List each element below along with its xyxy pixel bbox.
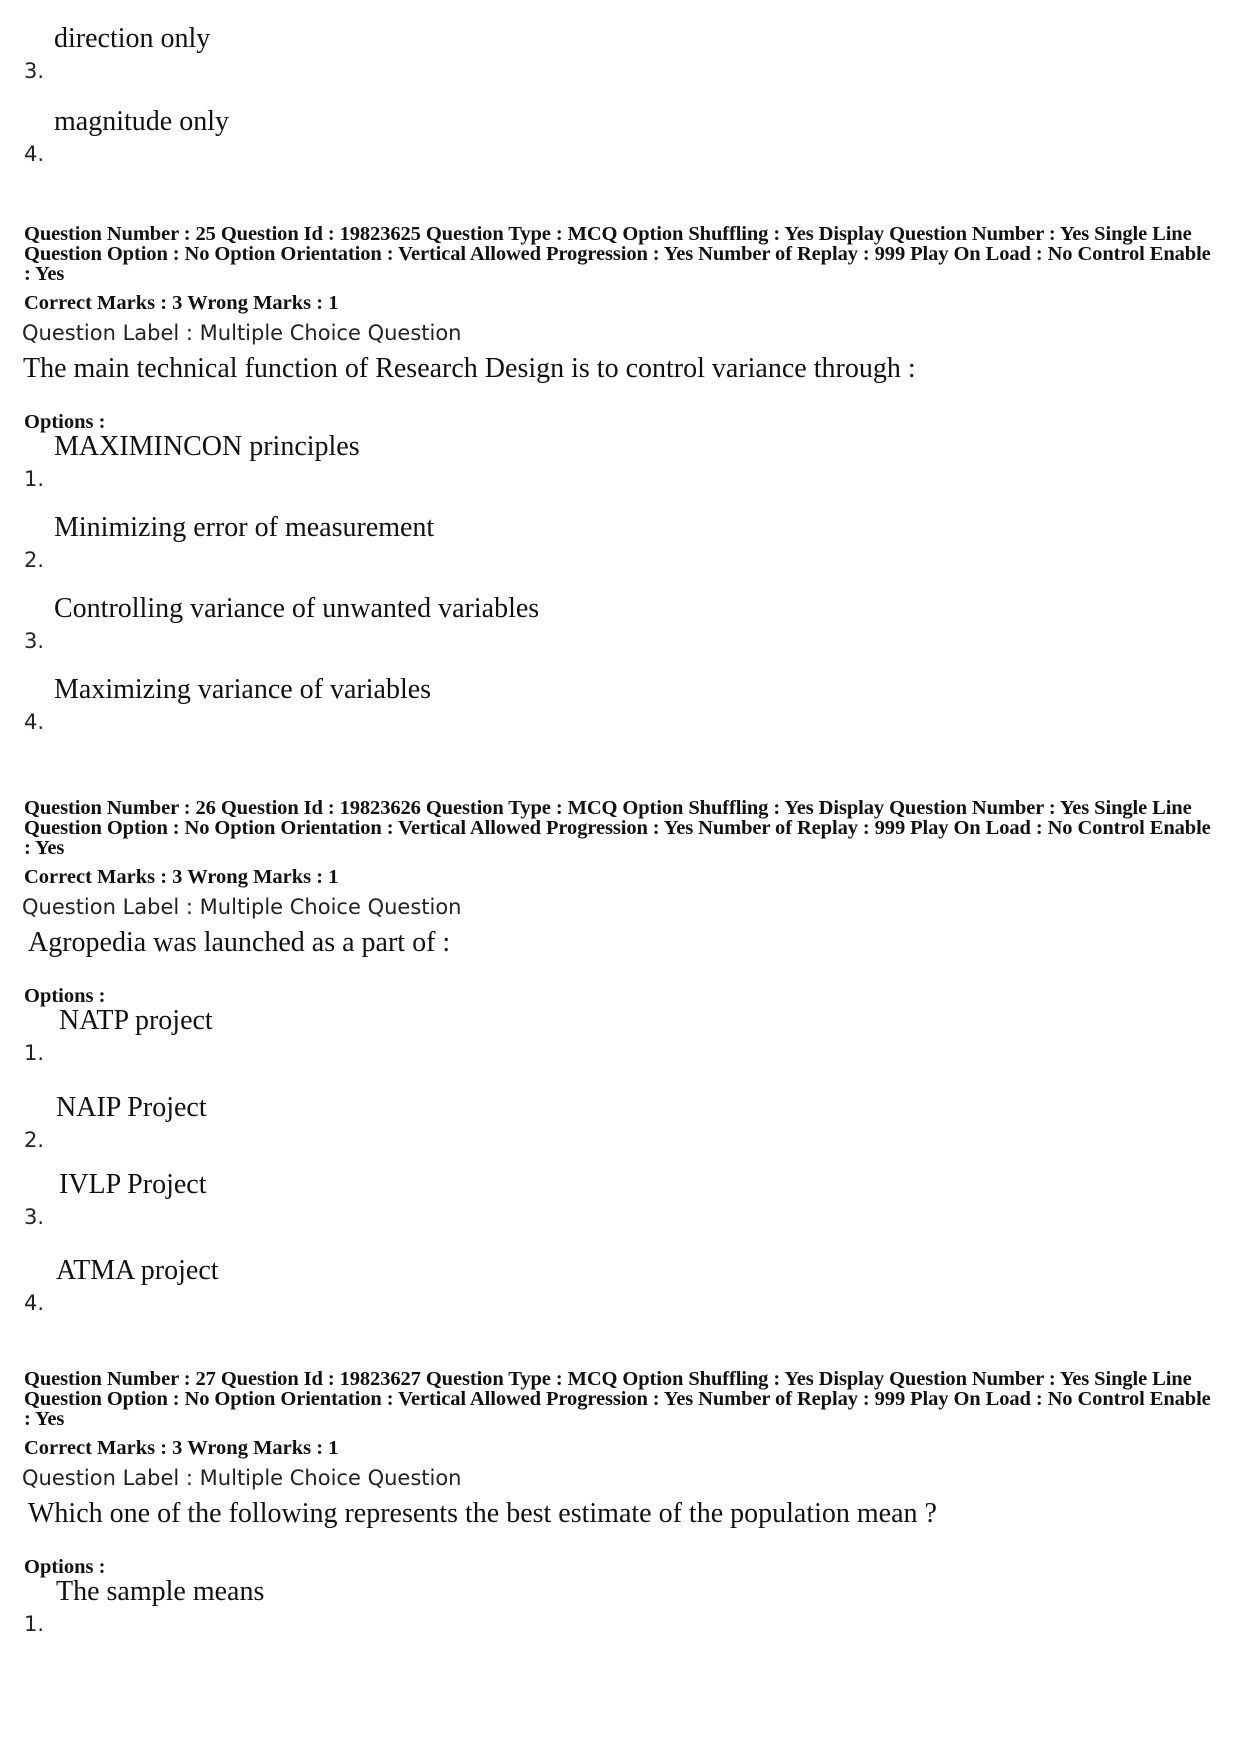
option-text: IVLP Project: [59, 1169, 207, 1200]
option-number: 3.: [24, 1205, 45, 1229]
question-marks: Correct Marks : 3 Wrong Marks : 1: [24, 866, 339, 888]
option-text: Maximizing variance of variables: [54, 674, 432, 705]
option-text: MAXIMINCON principles: [54, 431, 360, 462]
option-item: [24, 22, 1124, 82]
option-number: 4.: [24, 710, 45, 734]
options-heading: Options :: [24, 1556, 106, 1578]
option-item: [24, 673, 1124, 733]
option-number: 3.: [24, 629, 45, 653]
option-text: ATMA project: [56, 1255, 219, 1286]
options-heading: Options :: [24, 985, 106, 1007]
question-text: Agropedia was launched as a part of :: [28, 927, 451, 958]
option-number: 1.: [24, 1041, 45, 1065]
question-marks: Correct Marks : 3 Wrong Marks : 1: [24, 1437, 339, 1459]
question-label: Question Label : Multiple Choice Question: [22, 1466, 462, 1490]
option-number: 3.: [24, 59, 45, 83]
option-item: [24, 105, 1124, 165]
options-heading: Options :: [24, 411, 106, 433]
option-item: [24, 592, 1124, 652]
option-text: Minimizing error of measurement: [54, 512, 435, 543]
question-label: Question Label : Multiple Choice Question: [22, 321, 462, 345]
option-text: NAIP Project: [56, 1092, 207, 1123]
question-label: Question Label : Multiple Choice Question: [22, 895, 462, 919]
option-item: [24, 1168, 1124, 1228]
option-item: [24, 511, 1124, 571]
option-text: NATP project: [59, 1005, 213, 1036]
option-number: 4.: [24, 142, 45, 166]
option-item: [24, 430, 1124, 490]
option-number: 1.: [24, 467, 45, 491]
option-item: [24, 1004, 1124, 1064]
question-meta: Question Number : 26 Question Id : 19823626 Question Type : MCQ Option Shuffling : Yes Display Question Number : Yes Single Line Question Option : No Option Orientation : Vertical Allowed Progression : Yes Number of Replay : 999 Play On Load : No Control Enable : Yes: [24, 797, 1211, 859]
option-item: [24, 1091, 1124, 1151]
question-meta: Question Number : 27 Question Id : 19823627 Question Type : MCQ Option Shuffling : Yes Display Question Number : Yes Single Line Question Option : No Option Orientation : Vertical Allowed Progression : Yes Number of Replay : 999 Play On Load : No Control Enable : Yes: [24, 1368, 1211, 1430]
option-number: 2.: [24, 1128, 45, 1152]
option-number: 4.: [24, 1291, 45, 1315]
option-text: magnitude only: [54, 106, 229, 137]
question-marks: Correct Marks : 3 Wrong Marks : 1: [24, 292, 339, 314]
option-text: The sample means: [56, 1576, 265, 1607]
option-number: 1.: [24, 1612, 45, 1636]
question-meta: Question Number : 25 Question Id : 19823625 Question Type : MCQ Option Shuffling : Yes Display Question Number : Yes Single Line Question Option : No Option Orientation : Vertical Allowed Progression : Yes Number of Replay : 999 Play On Load : No Control Enable : Yes: [24, 223, 1211, 285]
option-text: direction only: [54, 23, 211, 54]
option-number: 2.: [24, 548, 45, 572]
question-text: Which one of the following represents the best estimate of the population mean ?: [28, 1498, 937, 1529]
question-text: The main technical function of Research Design is to control variance through :: [23, 353, 916, 384]
option-item: [24, 1254, 1124, 1314]
option-text: Controlling variance of unwanted variables: [54, 593, 540, 624]
option-item: [24, 1575, 1124, 1635]
